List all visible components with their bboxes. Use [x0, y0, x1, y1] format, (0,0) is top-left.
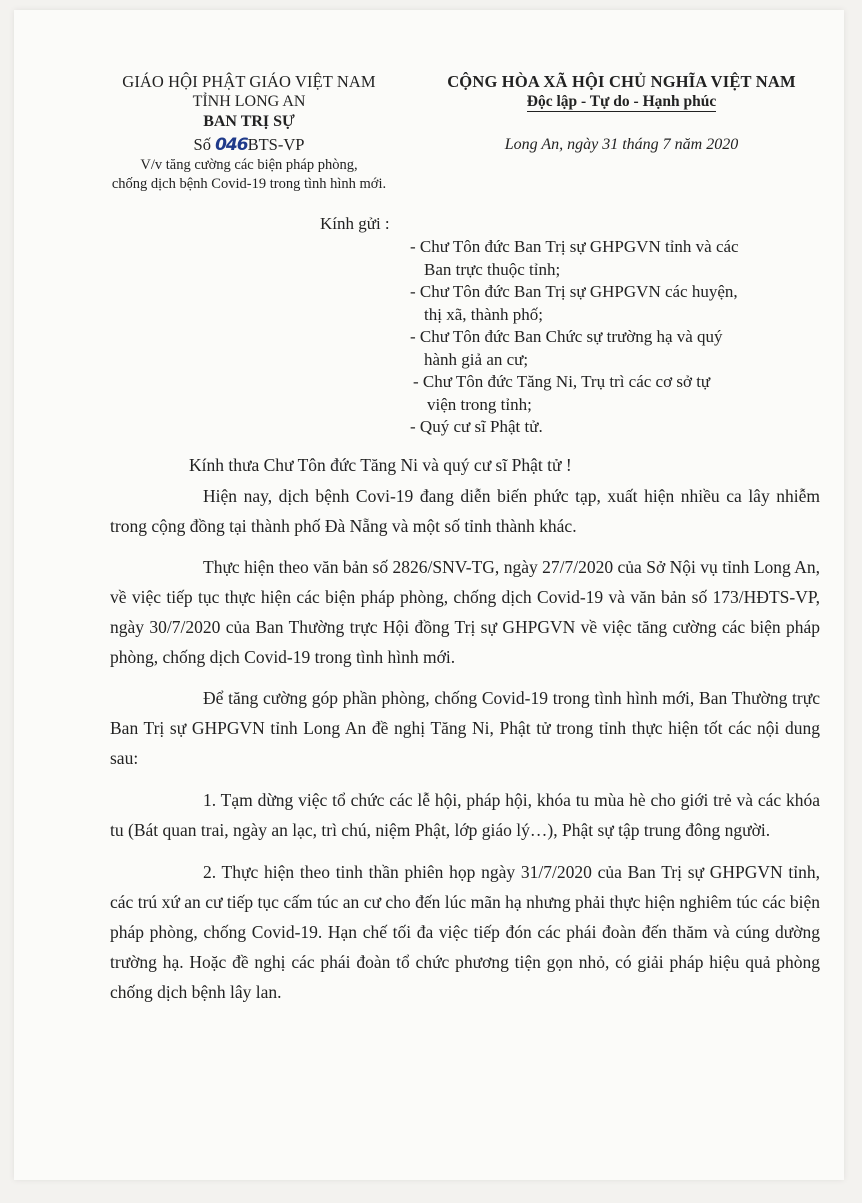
paragraph-3: Để tăng cường góp phần phòng, chống Covid-19 trong tình hình mới, Ban Thường trực Ban Trị sự GHPGVN tỉnh Long An đề nghị Tăng Ni, Phật tử trong tỉnh thực hiện tốt các nội dung sau: [110, 688, 820, 768]
recipient-item [410, 371, 810, 416]
recipient-line-cont: thị xã, thành phố; [424, 304, 543, 324]
salutation: Kính gửi : [320, 214, 390, 233]
recipient-item [410, 281, 810, 326]
document-number [99, 135, 399, 155]
greeting: Kính thưa Chư Tôn đức Tăng Ni và quý cư sĩ Phật tử ! [189, 455, 572, 475]
recipient-line-cont: Ban trực thuộc tỉnh; [424, 259, 561, 279]
recipient-item [410, 236, 810, 281]
document-subject-line2: chống dịch bệnh Covid-19 trong tình hình mới. [111, 176, 387, 192]
document-page [14, 10, 844, 1180]
paragraph-item-2: 2. Thực hiện theo tinh thần phiên họp ngày 31/7/2020 của Ban Trị sự GHPGVN tỉnh, các trú xứ an cư tiếp tục cấm túc an cư cho đến lúc mãn hạ nhưng phải thực hiện nghiêm túc các biện pháp phòng, chống Covid-19. Hạn chế tối đa việc tiếp đón các phái đoàn đến thăm và cúng dường trường hạ. Hoặc đề nghị các phái đoàn tổ chức phương tiện gọn nhỏ, có giải pháp hiệu quả phòng chống dịch bệnh lây lan. [110, 862, 820, 1002]
paragraph-1: Hiện nay, dịch bệnh Covi-19 đang diễn biến phức tạp, xuất hiện nhiều ca lây nhiễm trong cộng đồng tại thành phố Đà Nẵng và một số tỉnh thành khác. [110, 486, 820, 536]
document-subject-line1: V/v tăng cường các biện pháp phòng, [140, 157, 358, 173]
recipient-item [410, 416, 810, 439]
document-number-prefix: Số [193, 135, 211, 154]
recipient-list [410, 236, 810, 439]
national-header [409, 72, 834, 154]
national-title: CỘNG HÒA XÃ HỘI CHỦ NGHĨA VIỆT NAM [447, 72, 796, 91]
recipient-line: - Chư Tôn đức Ban Chức sự trường hạ và quý [410, 327, 723, 346]
recipient-line-cont: viện trong tỉnh; [427, 394, 532, 414]
recipient-line: - Chư Tôn đức Ban Trị sự GHPGVN tỉnh và các [410, 237, 739, 256]
document-number-suffix: BTS-VP [247, 135, 305, 154]
letter-body [110, 450, 820, 1007]
national-motto-text: Độc lập - Tự do - Hạnh phúc [526, 93, 717, 110]
sender-board: BAN TRỊ SỰ [203, 113, 295, 130]
document-date: Long An, ngày 31 tháng 7 năm 2020 [504, 136, 739, 153]
national-motto [409, 92, 834, 112]
sender-province: TỈNH LONG AN [192, 93, 306, 110]
recipient-line: - Chư Tôn đức Ban Trị sự GHPGVN các huyện, [410, 282, 738, 301]
document-number-handwritten: 046 [215, 135, 248, 155]
recipient-item [410, 326, 810, 371]
recipient-line: - Chư Tôn đức Tăng Ni, Trụ trì các cơ sở tự [413, 372, 711, 391]
paragraph-2: Thực hiện theo văn bản số 2826/SNV-TG, ngày 27/7/2020 của Sở Nội vụ tỉnh Long An, về việc tiếp tục thực hiện các biện pháp phòng, chống dịch Covid-19 và văn bản số 173/HĐTS-VP, ngày 30/7/2020 của Ban Thường trực Hội đồng Trị sự GHPGVN về việc tăng cường các biện pháp phòng, chống dịch Covid-19 trong tình hình mới. [110, 557, 820, 667]
paragraph-item-1: 1. Tạm dừng việc tổ chức các lễ hội, pháp hội, khóa tu mùa hè cho giới trẻ và các khóa tu (Bát quan trai, ngày an lạc, trì chú, niệm Phật, lớp giáo lý…), Phật sự tập trung đông người. [110, 790, 820, 840]
sender-header [99, 72, 399, 193]
sender-organization: GIÁO HỘI PHẬT GIÁO VIỆT NAM [122, 72, 376, 91]
recipient-line-cont: hành giả an cư; [424, 349, 529, 369]
recipient-line: - Quý cư sĩ Phật tử. [410, 417, 543, 436]
